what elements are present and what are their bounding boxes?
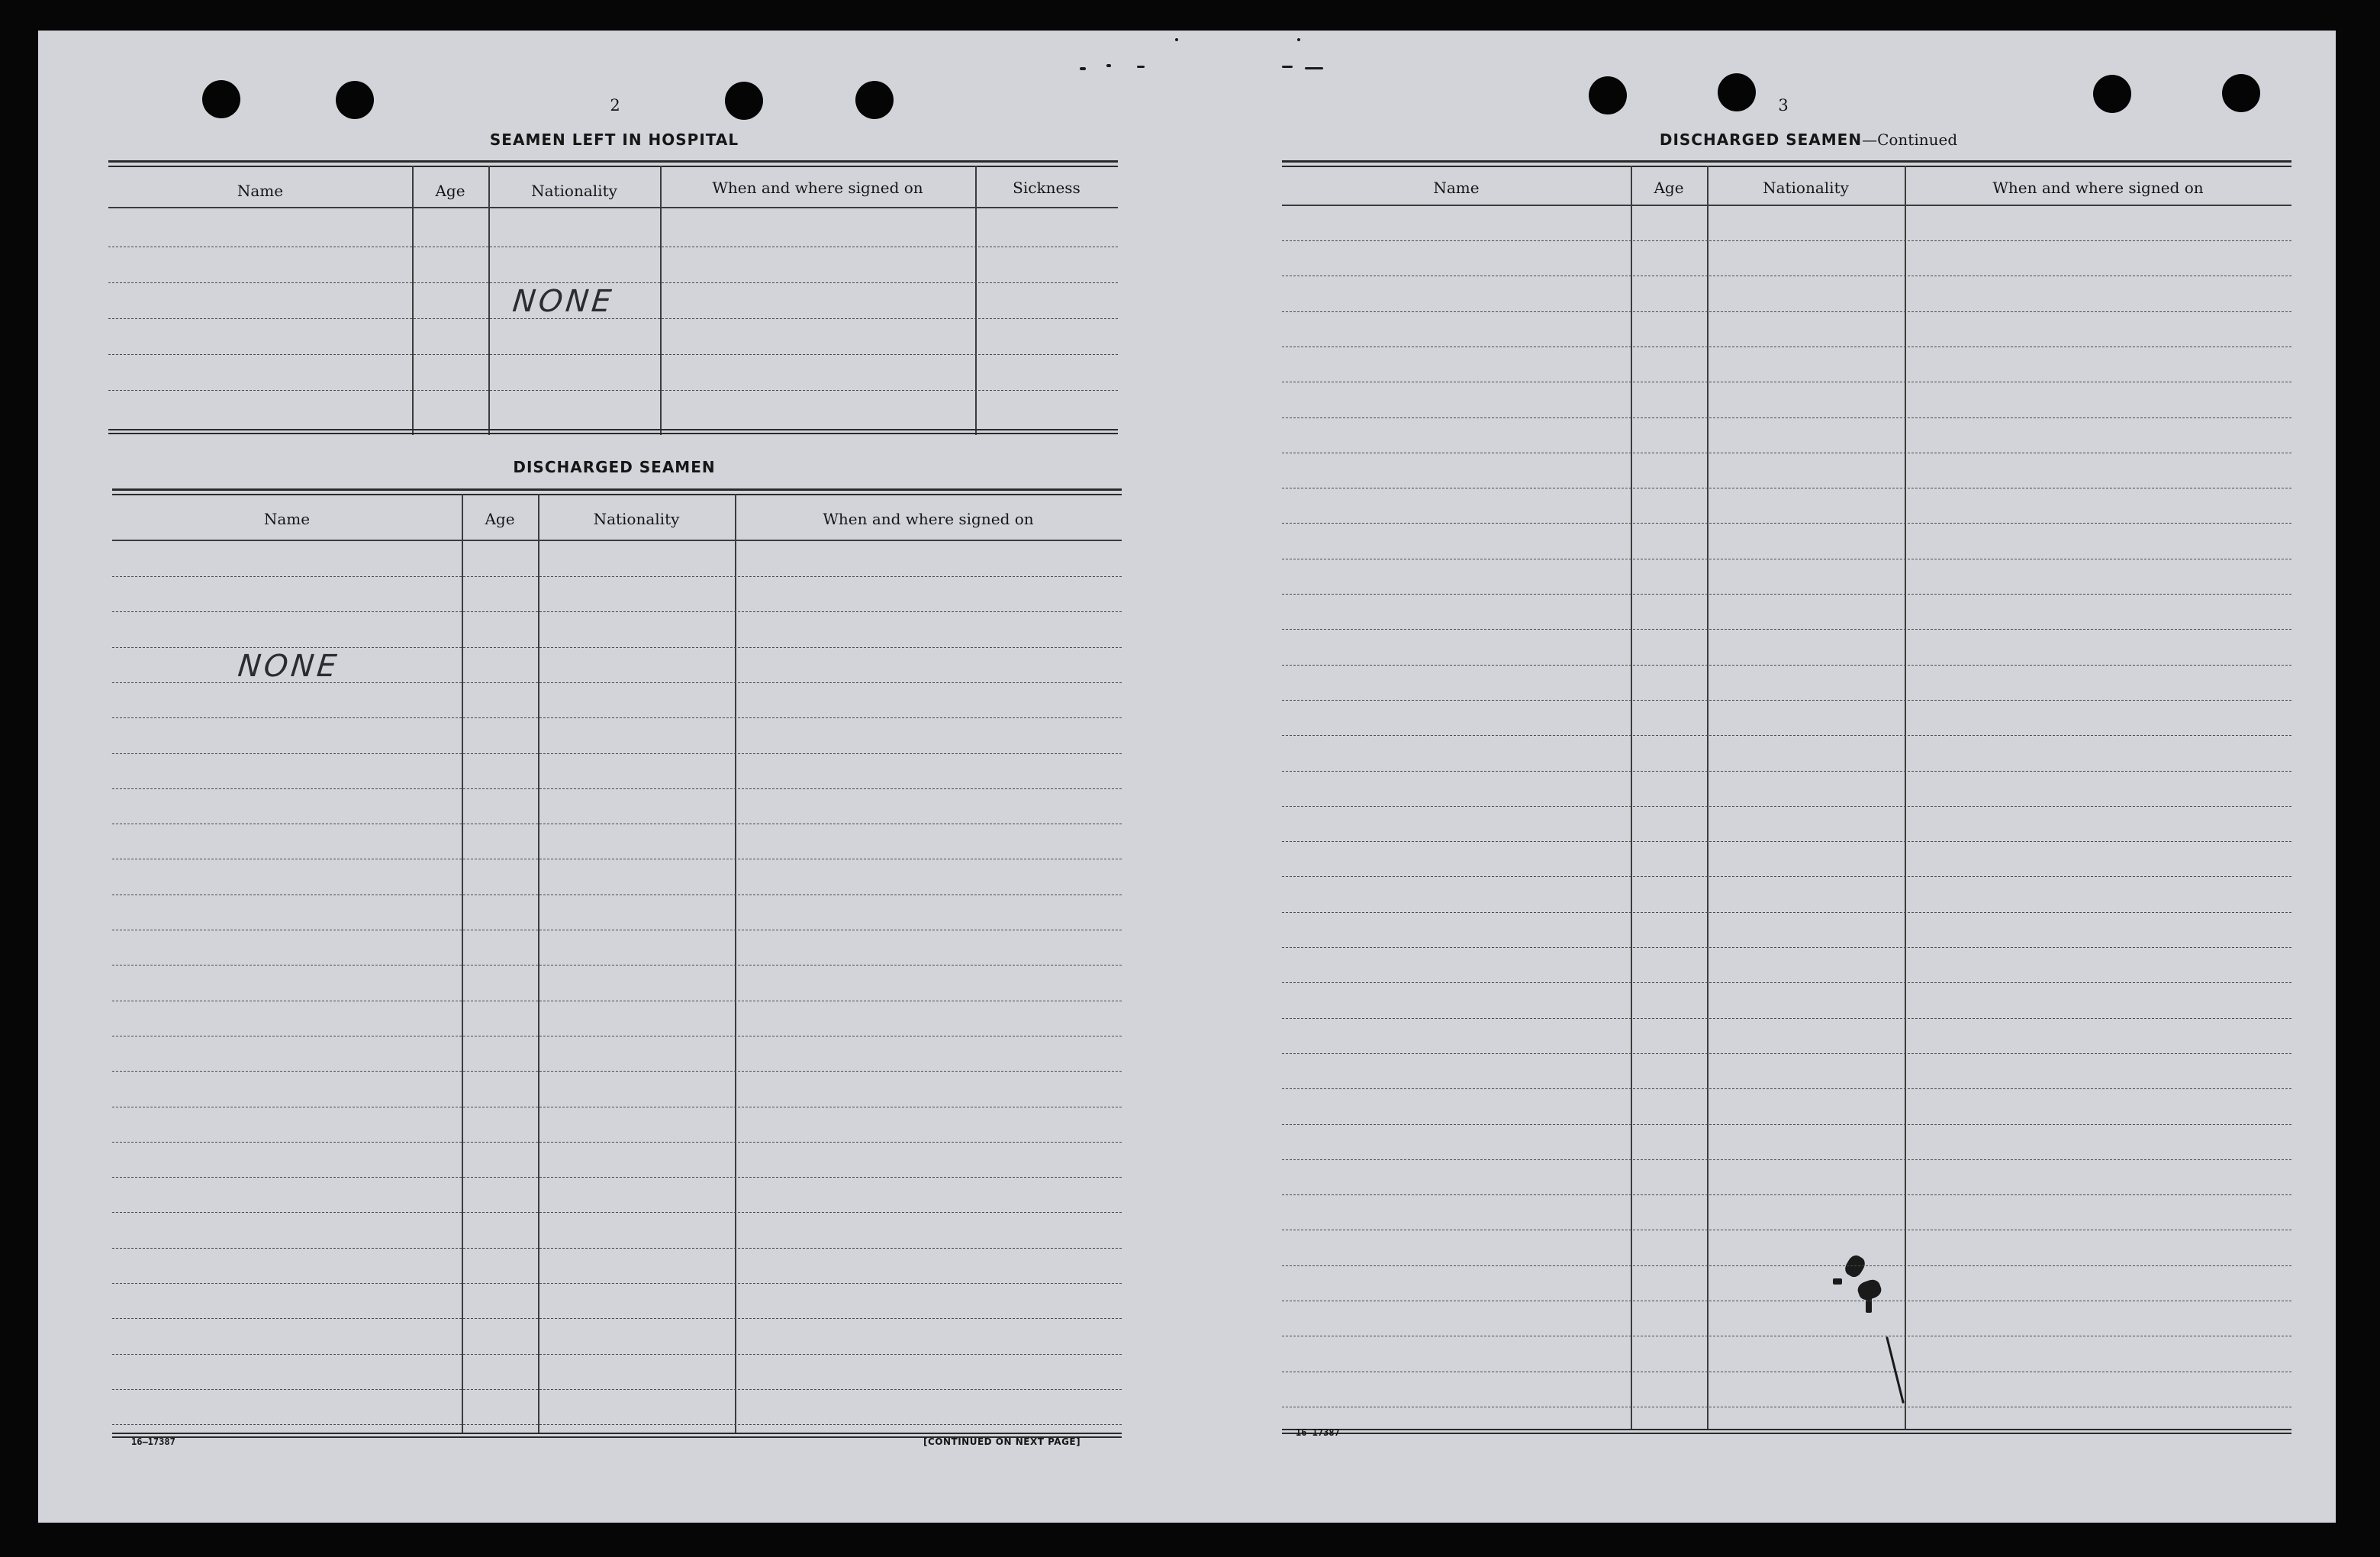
- column-header-name: Name: [1433, 179, 1480, 197]
- entry-line: [1282, 982, 2291, 983]
- right-section-title: [1518, 131, 2098, 149]
- discharged-section-title: DISCHARGED SEAMEN: [513, 458, 716, 476]
- binder-hole: [336, 81, 374, 119]
- entry-line: [112, 576, 1122, 577]
- entry-line: [1282, 311, 2291, 312]
- header-rule: [108, 207, 1118, 208]
- hospital-table: [108, 160, 1118, 437]
- entry-line: [112, 611, 1122, 612]
- entry-line: [112, 1177, 1122, 1178]
- entry-line: [112, 753, 1122, 754]
- table-top-rule: [112, 488, 1122, 495]
- entry-line: [1282, 629, 2291, 630]
- column-header-nationality: Nationality: [531, 182, 617, 200]
- column-header-age: Age: [435, 182, 465, 200]
- column-divider: [462, 494, 463, 1433]
- binder-hole: [202, 80, 240, 118]
- column-divider: [488, 166, 490, 435]
- form-number-right: 16—17387: [1296, 1427, 1340, 1438]
- scan-speck: [1297, 38, 1300, 41]
- binder-hole: [2222, 74, 2260, 112]
- entry-line: [112, 1389, 1122, 1390]
- entry-line: [1282, 1053, 2291, 1054]
- entry-line: [112, 1424, 1122, 1425]
- column-header-signed-on: When and where signed on: [1992, 179, 2204, 197]
- page-number-right: 3: [1778, 96, 1789, 114]
- handwritten-none: NONE: [510, 284, 617, 319]
- binder-hole: [2093, 75, 2131, 113]
- scan-speck: [1282, 66, 1293, 68]
- entry-line: [1282, 1159, 2291, 1160]
- entry-line: [1282, 1124, 2291, 1125]
- column-header-name: Name: [237, 182, 284, 200]
- table-bottom-rule: [1282, 1429, 2291, 1434]
- table-top-rule: [108, 160, 1118, 167]
- entry-line: [112, 1212, 1122, 1213]
- column-divider: [538, 494, 539, 1433]
- table-top-rule: [1282, 160, 2291, 167]
- entry-line: [112, 1142, 1122, 1143]
- entry-line: [1282, 876, 2291, 877]
- scanned-document: [38, 31, 2336, 1523]
- entry-line: [1282, 841, 2291, 842]
- column-header-signed-on: When and where signed on: [823, 510, 1034, 528]
- entry-line: [108, 354, 1118, 355]
- binder-hole: [855, 81, 894, 119]
- handwritten-none: NONE: [236, 649, 342, 684]
- entry-line: [1282, 700, 2291, 701]
- binder-hole: [725, 82, 763, 120]
- entry-line: [112, 1071, 1122, 1072]
- header-rule: [112, 540, 1122, 541]
- entry-line: [108, 318, 1118, 319]
- column-divider: [735, 494, 736, 1433]
- entry-line: [1282, 1194, 2291, 1195]
- page-number-left: 2: [610, 96, 620, 114]
- entry-line: [1282, 1018, 2291, 1019]
- column-divider: [1905, 166, 1906, 1429]
- entry-line: [108, 390, 1118, 391]
- entry-line: [1282, 240, 2291, 241]
- column-divider: [975, 166, 977, 435]
- entry-line: [112, 1248, 1122, 1249]
- column-divider: [1707, 166, 1709, 1429]
- entry-line: [1282, 947, 2291, 948]
- column-header-signed-on: When and where signed on: [712, 179, 923, 197]
- entry-line: [112, 788, 1122, 789]
- column-header-nationality: Nationality: [593, 510, 680, 528]
- form-number-left: 16—17387: [131, 1436, 176, 1447]
- column-header-sickness: Sickness: [1013, 179, 1081, 197]
- right-section-title-suffix: —Continued: [1862, 131, 1958, 149]
- column-divider: [660, 166, 662, 435]
- column-divider: [412, 166, 414, 435]
- column-header-name: Name: [263, 510, 311, 528]
- column-header-age: Age: [485, 510, 515, 528]
- discharged-table: [112, 488, 1122, 1439]
- entry-line: [112, 1283, 1122, 1284]
- entry-line: [1282, 735, 2291, 736]
- scan-speck: [1080, 67, 1086, 70]
- entry-line: [1282, 594, 2291, 595]
- entry-line: [1282, 523, 2291, 524]
- entry-line: [1282, 1265, 2291, 1266]
- entry-line: [1282, 771, 2291, 772]
- header-rule: [1282, 205, 2291, 206]
- binder-hole: [1589, 76, 1627, 114]
- entry-line: [108, 282, 1118, 283]
- hospital-section-title: SEAMEN LEFT IN HOSPITAL: [489, 131, 739, 149]
- discharged-continued-table: [1282, 160, 2291, 1439]
- entry-line: [1282, 806, 2291, 807]
- scan-speck: [1175, 38, 1178, 41]
- entry-line: [112, 1318, 1122, 1319]
- entry-line: [1282, 912, 2291, 913]
- entry-line: [112, 1354, 1122, 1355]
- scan-speck: [1106, 64, 1111, 67]
- entry-line: [112, 647, 1122, 648]
- entry-line: [1282, 417, 2291, 418]
- entry-line: [112, 717, 1122, 718]
- continued-note: [CONTINUED ON NEXT PAGE]: [923, 1436, 1081, 1447]
- right-section-title-text: DISCHARGED SEAMEN: [1659, 131, 1863, 149]
- scan-speck: [1305, 67, 1323, 69]
- column-divider: [1631, 166, 1632, 1429]
- table-bottom-rule: [108, 429, 1118, 434]
- binder-hole: [1718, 73, 1756, 111]
- entry-line: [1282, 1088, 2291, 1089]
- scan-speck: [1137, 66, 1145, 68]
- column-header-nationality: Nationality: [1763, 179, 1849, 197]
- entry-line: [1282, 665, 2291, 666]
- column-header-age: Age: [1654, 179, 1684, 197]
